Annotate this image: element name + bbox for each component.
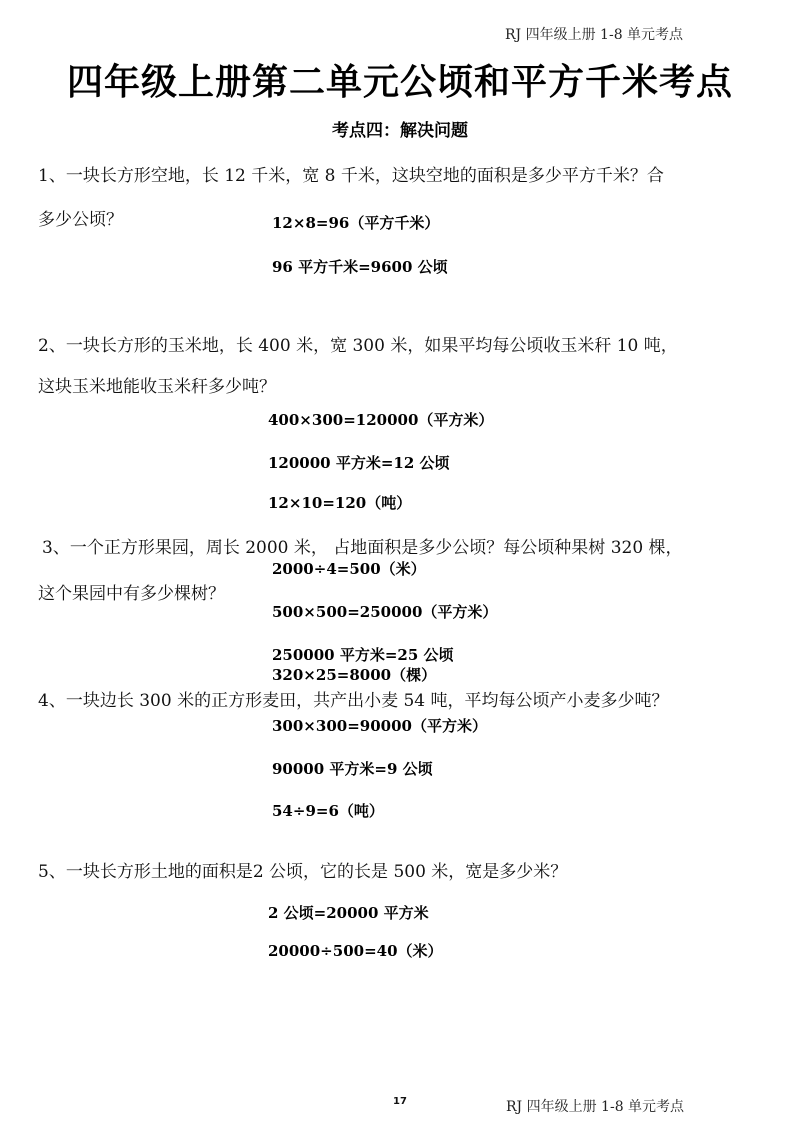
- problem-4-line-1: 4、一块边长 300 米的正方形麦田，共产出小麦 54 吨，平均每公顷产小麦多少吨？: [38, 691, 669, 711]
- problem-2-answer-3: 12×10=120（吨）: [268, 494, 412, 512]
- page-number: 17: [393, 1096, 407, 1107]
- problem-3-line-2: 这个果园中有多少棵树？: [38, 584, 225, 604]
- problem-1-line-1: 1、一块长方形空地，长 12 千米，宽 8 千米，这块空地的面积是多少平方千米？合: [38, 166, 664, 186]
- problem-4-answer-1: 300×300=90000（平方米）: [272, 717, 487, 735]
- problem-3-answer-4: 320×25=8000（棵）: [272, 666, 437, 684]
- problem-1-answer-1: 12×8=96（平方千米）: [272, 214, 440, 232]
- problem-5-answer-2: 20000÷500=40（米）: [268, 942, 443, 960]
- page-title: 四年级上册第二单元公顷和平方千米考点: [66, 61, 733, 103]
- problem-1-line-2: 多少公顷？: [38, 210, 123, 230]
- problem-2-answer-1: 400×300=120000（平方米）: [268, 411, 494, 429]
- problem-2-line-2: 这块玉米地能收玉米秆多少吨？: [38, 377, 276, 397]
- problem-5-answer-1: 2 公顷=20000 平方米: [268, 904, 429, 922]
- problem-4-answer-3: 54÷9=6（吨）: [272, 802, 384, 820]
- problem-5-line-1: 5、一块长方形土地的面积是2 公顷，它的长是 500 米，宽是多少米？: [38, 862, 568, 882]
- footer-tag: RJ 四年级上册 1-8 单元考点: [506, 1099, 685, 1115]
- problem-3-line-1: 3、一个正方形果园，周长 2000 米， 占地面积是多少公顷？每公顷种果树 320 棵，: [42, 538, 683, 558]
- problem-2-answer-2: 120000 平方米=12 公顷: [268, 454, 450, 472]
- problem-2-line-1: 2、一块长方形的玉米地，长 400 米，宽 300 米，如果平均每公顷收玉米秆 10 吨，: [38, 336, 678, 356]
- problem-3-answer-3: 250000 平方米=25 公顷: [272, 646, 454, 664]
- problem-4-answer-2: 90000 平方米=9 公顷: [272, 760, 433, 778]
- header-tag: RJ 四年级上册 1-8 单元考点: [505, 27, 684, 43]
- problem-3-answer-1: 2000÷4=500（米）: [272, 560, 426, 578]
- problem-3-answer-2: 500×500=250000（平方米）: [272, 603, 498, 621]
- section-subtitle: 考点四：解决问题: [332, 121, 468, 141]
- problem-1-answer-2: 96 平方千米=9600 公顷: [272, 258, 448, 276]
